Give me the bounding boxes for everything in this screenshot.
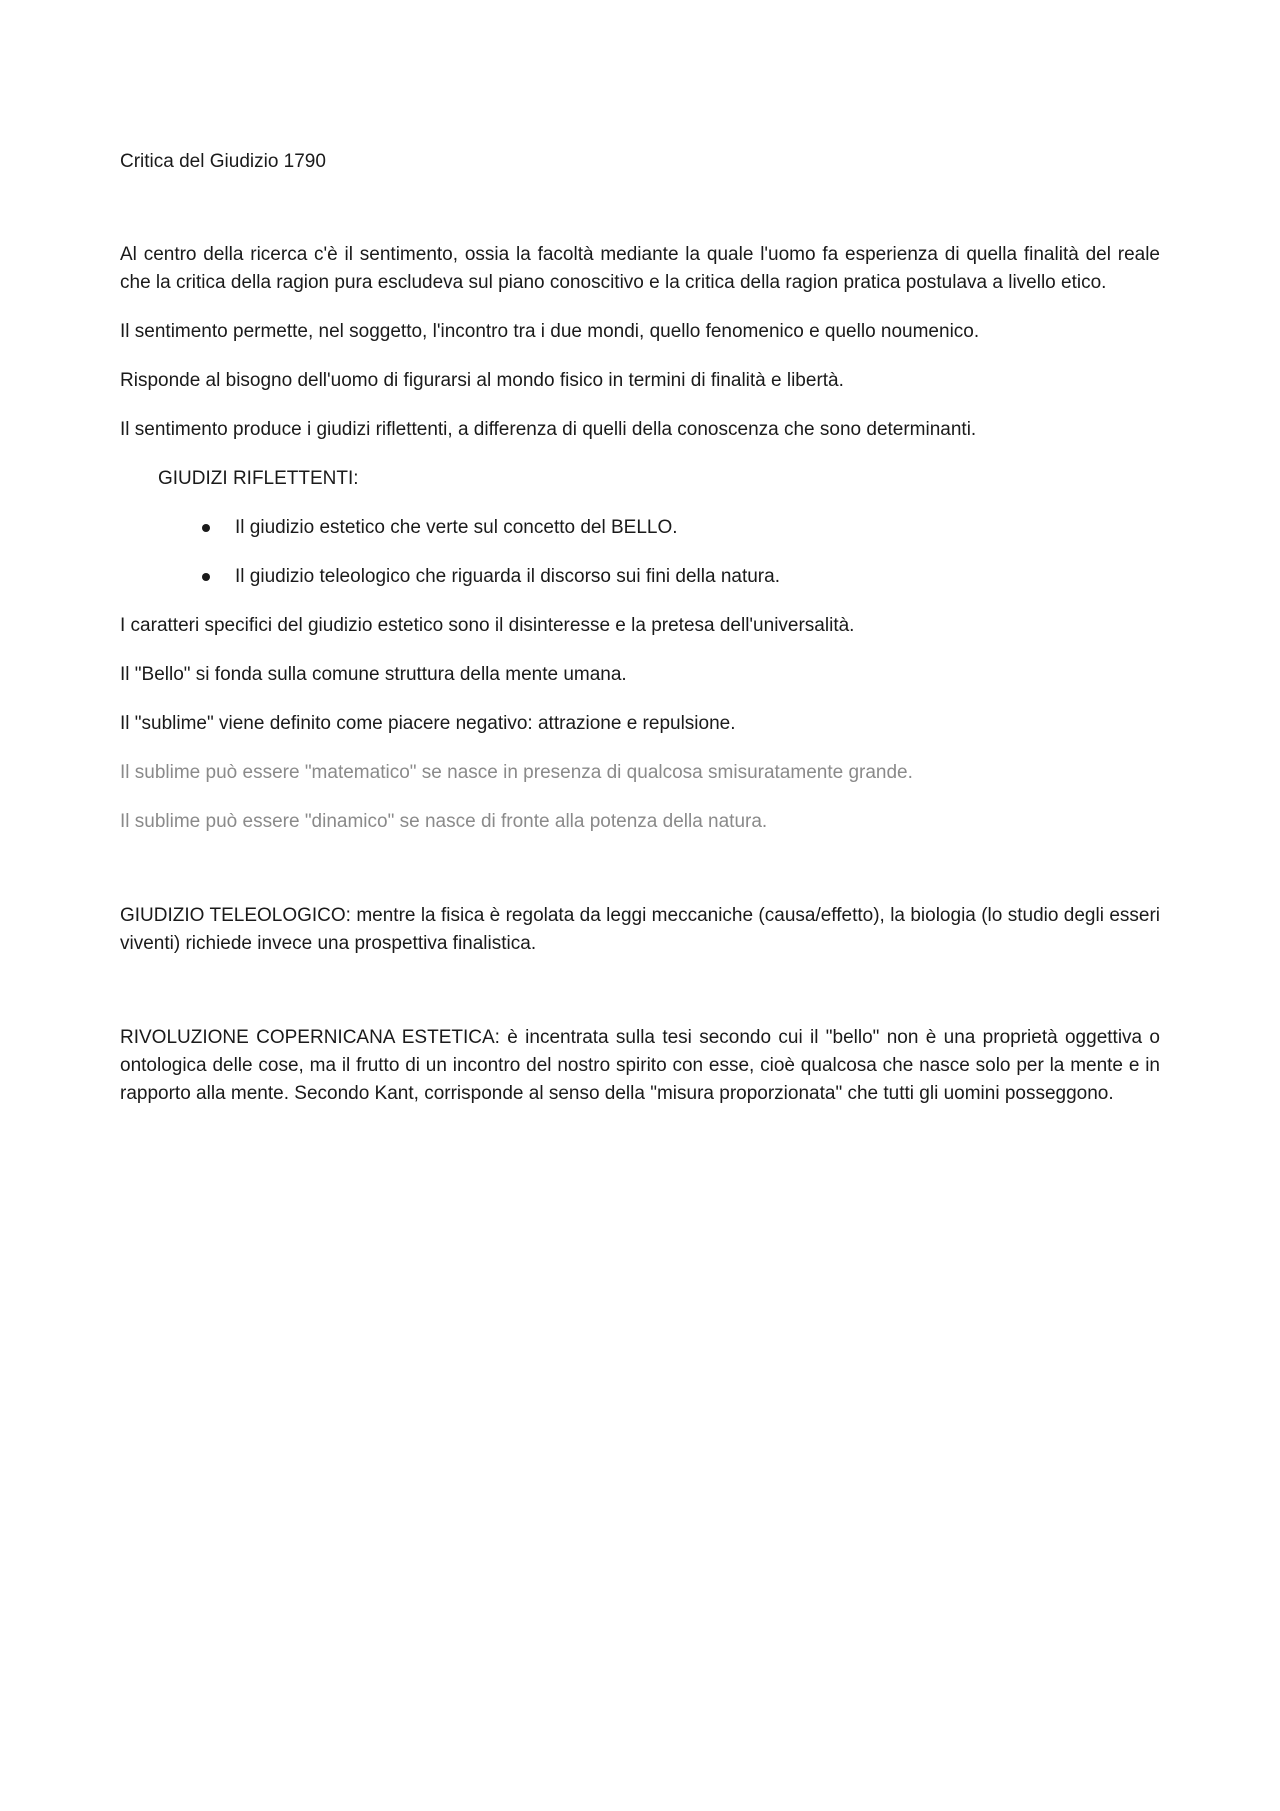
paragraph-giudizi-riflettenti: Il sentimento produce i giudizi riflettenti, a differenza di quelli della conoscenza che sono determinanti.	[120, 419, 977, 440]
list-item-text: Il giudizio estetico che verte sul concetto del BELLO.	[235, 517, 678, 538]
list-item	[120, 514, 1160, 542]
bullet-icon	[202, 573, 210, 581]
list-item	[120, 563, 1160, 591]
document-page	[120, 148, 1160, 1129]
paragraph-sublime: Il "sublime" viene definito come piacere negativo: attrazione e repulsione.	[120, 713, 736, 734]
paragraph-sentimento-incontro: Il sentimento permette, nel soggetto, l'incontro tra i due mondi, quello fenomenico e quello noumenico.	[120, 321, 980, 342]
teleological-paragraph: GIUDIZIO TELEOLOGICO: mentre la fisica è regolata da leggi meccaniche (causa/effetto), la biologia (lo studio degli esseri viventi) richiede invece una prospettiva finalistica.	[120, 905, 1160, 954]
bullet-icon	[202, 524, 210, 532]
paragraph-sublime-matematico: Il sublime può essere "matematico" se nasce in presenza di qualcosa smisuratamente grande.	[120, 762, 913, 783]
document-title: Critica del Giudizio 1790	[120, 151, 326, 172]
paragraph-sublime-dinamico: Il sublime può essere "dinamico" se nasce di fronte alla potenza della natura.	[120, 811, 768, 832]
paragraph-bello: Il "Bello" si fonda sulla comune struttura della mente umana.	[120, 664, 627, 685]
paragraph-caratteri-estetico: I caratteri specifici del giudizio estetico sono il disinteresse e la pretesa dell'universalità.	[120, 615, 855, 636]
intro-paragraph: Al centro della ricerca c'è il sentimento, ossia la facoltà mediante la quale l'uomo fa esperienza di quella finalità del reale che la critica della ragion pura escludeva sul piano conoscitivo e la critica della ragion pratica postulava a livello etico.	[120, 244, 1160, 293]
paragraph-bisogno-uomo: Risponde al bisogno dell'uomo di figurarsi al mondo fisico in termini di finalità e libertà.	[120, 370, 844, 391]
reflecting-judgments-list	[120, 514, 1160, 591]
copernican-paragraph: RIVOLUZIONE COPERNICANA ESTETICA: è incentrata sulla tesi secondo cui il "bello" non è una proprietà oggettiva o ontologica delle cose, ma il frutto di un incontro del nostro spirito con esse, cioè qualcosa che nasce solo per la mente e in rapporto alla mente. Secondo Kant, corrisponde al senso della "misura proporzionata" che tutti gli uomini posseggono.	[120, 1027, 1160, 1104]
list-item-text: Il giudizio teleologico che riguarda il discorso sui fini della natura.	[235, 566, 780, 587]
reflecting-judgments-heading: GIUDIZI RIFLETTENTI:	[158, 468, 359, 489]
